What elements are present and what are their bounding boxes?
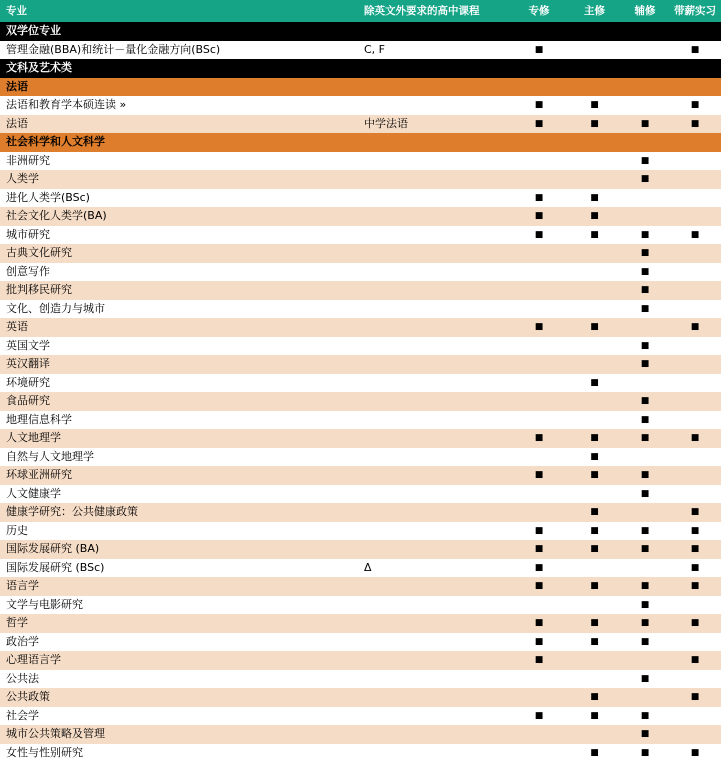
program-requirement bbox=[358, 300, 510, 319]
mark-minor: ■ bbox=[621, 115, 669, 134]
mark-specialization bbox=[510, 281, 568, 300]
mark-minor: ■ bbox=[621, 744, 669, 763]
program-name: 法语和教育学本硕连读 » bbox=[0, 96, 358, 115]
section-header bbox=[0, 133, 721, 152]
table-row bbox=[0, 540, 721, 559]
program-name: 女性与性别研究 bbox=[0, 744, 358, 763]
program-requirement: 中学法语 bbox=[358, 115, 510, 134]
table-row bbox=[0, 96, 721, 115]
table-row bbox=[0, 281, 721, 300]
mark-coop bbox=[669, 189, 721, 208]
mark-minor bbox=[621, 503, 669, 522]
table-row bbox=[0, 429, 721, 448]
mark-specialization: ■ bbox=[510, 707, 568, 726]
mark-minor: ■ bbox=[621, 540, 669, 559]
program-name: 国际发展研究 (BA) bbox=[0, 540, 358, 559]
mark-major bbox=[568, 152, 621, 171]
mark-minor: ■ bbox=[621, 577, 669, 596]
table-row bbox=[0, 207, 721, 226]
mark-major: ■ bbox=[568, 448, 621, 467]
section-header bbox=[0, 59, 721, 78]
header-specialization: 专修 bbox=[510, 0, 568, 22]
program-requirement bbox=[358, 596, 510, 615]
mark-specialization: ■ bbox=[510, 577, 568, 596]
program-requirement bbox=[358, 522, 510, 541]
program-requirement bbox=[358, 614, 510, 633]
table-row bbox=[0, 596, 721, 615]
mark-specialization bbox=[510, 244, 568, 263]
mark-coop: ■ bbox=[669, 540, 721, 559]
table-row bbox=[0, 651, 721, 670]
mark-major: ■ bbox=[568, 577, 621, 596]
program-name: 语言学 bbox=[0, 577, 358, 596]
program-name: 批判移民研究 bbox=[0, 281, 358, 300]
header-program: 专业 bbox=[0, 0, 358, 22]
mark-minor: ■ bbox=[621, 596, 669, 615]
program-name: 城市研究 bbox=[0, 226, 358, 245]
mark-coop bbox=[669, 670, 721, 689]
table-row bbox=[0, 466, 721, 485]
mark-minor: ■ bbox=[621, 633, 669, 652]
mark-specialization: ■ bbox=[510, 633, 568, 652]
mark-minor bbox=[621, 688, 669, 707]
mark-minor bbox=[621, 318, 669, 337]
mark-coop: ■ bbox=[669, 522, 721, 541]
mark-coop: ■ bbox=[669, 115, 721, 134]
table-row bbox=[0, 152, 721, 171]
mark-minor: ■ bbox=[621, 725, 669, 744]
mark-specialization bbox=[510, 725, 568, 744]
mark-minor: ■ bbox=[621, 355, 669, 374]
mark-coop bbox=[669, 281, 721, 300]
mark-coop bbox=[669, 411, 721, 430]
mark-coop bbox=[669, 392, 721, 411]
mark-major bbox=[568, 485, 621, 504]
mark-specialization bbox=[510, 744, 568, 763]
mark-specialization bbox=[510, 596, 568, 615]
table-row bbox=[0, 300, 721, 319]
mark-specialization: ■ bbox=[510, 540, 568, 559]
mark-minor: ■ bbox=[621, 170, 669, 189]
mark-minor: ■ bbox=[621, 263, 669, 282]
mark-major: ■ bbox=[568, 189, 621, 208]
table-row bbox=[0, 577, 721, 596]
mark-major: ■ bbox=[568, 115, 621, 134]
program-requirement bbox=[358, 244, 510, 263]
mark-coop bbox=[669, 170, 721, 189]
mark-minor: ■ bbox=[621, 392, 669, 411]
program-requirement: Δ bbox=[358, 559, 510, 578]
mark-minor: ■ bbox=[621, 670, 669, 689]
program-name: 文学与电影研究 bbox=[0, 596, 358, 615]
mark-minor: ■ bbox=[621, 522, 669, 541]
mark-specialization bbox=[510, 485, 568, 504]
mark-coop bbox=[669, 300, 721, 319]
table-row bbox=[0, 522, 721, 541]
table-row bbox=[0, 392, 721, 411]
mark-minor: ■ bbox=[621, 300, 669, 319]
table-body bbox=[0, 22, 721, 762]
program-requirement bbox=[358, 448, 510, 467]
section-title: 法语 bbox=[0, 78, 721, 97]
mark-specialization: ■ bbox=[510, 41, 568, 60]
mark-major bbox=[568, 300, 621, 319]
program-name: 健康学研究：公共健康政策 bbox=[0, 503, 358, 522]
table-row bbox=[0, 189, 721, 208]
program-name: 环境研究 bbox=[0, 374, 358, 393]
table-row bbox=[0, 244, 721, 263]
program-requirement bbox=[358, 355, 510, 374]
program-requirement bbox=[358, 744, 510, 763]
section-title: 双学位专业 bbox=[0, 22, 721, 41]
mark-specialization bbox=[510, 170, 568, 189]
program-name: 心理语言学 bbox=[0, 651, 358, 670]
program-name: 创意写作 bbox=[0, 263, 358, 282]
program-name: 社会文化人类学(BA) bbox=[0, 207, 358, 226]
table-row bbox=[0, 744, 721, 763]
mark-specialization bbox=[510, 355, 568, 374]
section-header bbox=[0, 22, 721, 41]
mark-coop bbox=[669, 448, 721, 467]
program-name: 公共法 bbox=[0, 670, 358, 689]
mark-major bbox=[568, 281, 621, 300]
program-name: 非洲研究 bbox=[0, 152, 358, 171]
mark-major bbox=[568, 170, 621, 189]
table-row bbox=[0, 633, 721, 652]
table-row bbox=[0, 41, 721, 60]
program-name: 国际发展研究 (BSc) bbox=[0, 559, 358, 578]
mark-major bbox=[568, 337, 621, 356]
table-row bbox=[0, 559, 721, 578]
mark-major bbox=[568, 725, 621, 744]
table-row bbox=[0, 411, 721, 430]
program-requirement bbox=[358, 318, 510, 337]
mark-specialization: ■ bbox=[510, 522, 568, 541]
table-row bbox=[0, 355, 721, 374]
table-row bbox=[0, 503, 721, 522]
mark-coop: ■ bbox=[669, 318, 721, 337]
mark-major bbox=[568, 392, 621, 411]
program-requirement bbox=[358, 263, 510, 282]
header-requirements: 除英文外要求的高中课程 bbox=[358, 0, 510, 22]
mark-major: ■ bbox=[568, 374, 621, 393]
mark-minor: ■ bbox=[621, 244, 669, 263]
program-requirement bbox=[358, 207, 510, 226]
mark-major: ■ bbox=[568, 429, 621, 448]
mark-coop: ■ bbox=[669, 429, 721, 448]
header-major: 主修 bbox=[568, 0, 621, 22]
program-name: 地理信息科学 bbox=[0, 411, 358, 430]
program-name: 公共政策 bbox=[0, 688, 358, 707]
mark-coop bbox=[669, 207, 721, 226]
mark-specialization bbox=[510, 503, 568, 522]
mark-coop bbox=[669, 263, 721, 282]
mark-coop bbox=[669, 596, 721, 615]
mark-major: ■ bbox=[568, 207, 621, 226]
program-requirement bbox=[358, 96, 510, 115]
program-name: 英汉翻译 bbox=[0, 355, 358, 374]
program-requirement bbox=[358, 688, 510, 707]
mark-coop: ■ bbox=[669, 41, 721, 60]
program-requirement bbox=[358, 281, 510, 300]
table-row bbox=[0, 707, 721, 726]
mark-specialization: ■ bbox=[510, 466, 568, 485]
mark-coop bbox=[669, 707, 721, 726]
mark-specialization: ■ bbox=[510, 318, 568, 337]
program-requirement bbox=[358, 226, 510, 245]
program-requirement: C, F bbox=[358, 41, 510, 60]
header-coop: 带薪实习 bbox=[669, 0, 721, 22]
header-minor: 辅修 bbox=[621, 0, 669, 22]
program-name: 政治学 bbox=[0, 633, 358, 652]
mark-coop: ■ bbox=[669, 744, 721, 763]
table-row bbox=[0, 688, 721, 707]
mark-specialization: ■ bbox=[510, 96, 568, 115]
mark-minor bbox=[621, 559, 669, 578]
table-row bbox=[0, 263, 721, 282]
program-name: 管理金融(BBA)和统计－量化金融方向(BSc) bbox=[0, 41, 358, 60]
table-header-row bbox=[0, 0, 721, 22]
mark-minor: ■ bbox=[621, 707, 669, 726]
program-name: 哲学 bbox=[0, 614, 358, 633]
mark-coop: ■ bbox=[669, 688, 721, 707]
mark-minor: ■ bbox=[621, 281, 669, 300]
mark-specialization bbox=[510, 688, 568, 707]
mark-minor bbox=[621, 41, 669, 60]
mark-specialization bbox=[510, 337, 568, 356]
mark-coop: ■ bbox=[669, 503, 721, 522]
mark-major bbox=[568, 41, 621, 60]
mark-minor: ■ bbox=[621, 485, 669, 504]
mark-coop: ■ bbox=[669, 96, 721, 115]
mark-specialization: ■ bbox=[510, 651, 568, 670]
mark-major bbox=[568, 651, 621, 670]
table-row bbox=[0, 170, 721, 189]
program-name: 英语 bbox=[0, 318, 358, 337]
mark-major: ■ bbox=[568, 226, 621, 245]
program-name: 进化人类学(BSc) bbox=[0, 189, 358, 208]
mark-specialization bbox=[510, 152, 568, 171]
program-name: 人文健康学 bbox=[0, 485, 358, 504]
mark-coop bbox=[669, 337, 721, 356]
table-row bbox=[0, 374, 721, 393]
table-row bbox=[0, 725, 721, 744]
program-requirement bbox=[358, 725, 510, 744]
mark-specialization: ■ bbox=[510, 207, 568, 226]
mark-minor bbox=[621, 207, 669, 226]
mark-specialization: ■ bbox=[510, 559, 568, 578]
mark-major bbox=[568, 244, 621, 263]
mark-major bbox=[568, 355, 621, 374]
mark-major: ■ bbox=[568, 503, 621, 522]
mark-specialization bbox=[510, 411, 568, 430]
program-requirement bbox=[358, 170, 510, 189]
program-requirement bbox=[358, 337, 510, 356]
mark-minor bbox=[621, 189, 669, 208]
mark-specialization: ■ bbox=[510, 429, 568, 448]
mark-major: ■ bbox=[568, 614, 621, 633]
section-title: 文科及艺术类 bbox=[0, 59, 721, 78]
program-requirement bbox=[358, 392, 510, 411]
mark-major bbox=[568, 596, 621, 615]
mark-coop: ■ bbox=[669, 651, 721, 670]
mark-coop: ■ bbox=[669, 226, 721, 245]
program-name: 古典文化研究 bbox=[0, 244, 358, 263]
program-name: 社会学 bbox=[0, 707, 358, 726]
mark-minor: ■ bbox=[621, 337, 669, 356]
mark-coop bbox=[669, 152, 721, 171]
mark-specialization bbox=[510, 392, 568, 411]
mark-specialization bbox=[510, 670, 568, 689]
mark-coop bbox=[669, 466, 721, 485]
mark-coop: ■ bbox=[669, 559, 721, 578]
table-row bbox=[0, 337, 721, 356]
program-requirement bbox=[358, 466, 510, 485]
section-header bbox=[0, 78, 721, 97]
mark-major: ■ bbox=[568, 540, 621, 559]
mark-major: ■ bbox=[568, 96, 621, 115]
program-requirement bbox=[358, 503, 510, 522]
table-row bbox=[0, 115, 721, 134]
program-name: 英国文学 bbox=[0, 337, 358, 356]
program-requirement bbox=[358, 707, 510, 726]
mark-major: ■ bbox=[568, 707, 621, 726]
mark-coop: ■ bbox=[669, 577, 721, 596]
program-name: 文化、创造力与城市 bbox=[0, 300, 358, 319]
program-name: 环球亚洲研究 bbox=[0, 466, 358, 485]
program-name: 人类学 bbox=[0, 170, 358, 189]
program-name: 自然与人文地理学 bbox=[0, 448, 358, 467]
program-requirement bbox=[358, 189, 510, 208]
mark-major bbox=[568, 670, 621, 689]
mark-coop bbox=[669, 374, 721, 393]
program-requirement bbox=[358, 651, 510, 670]
mark-specialization bbox=[510, 300, 568, 319]
mark-minor: ■ bbox=[621, 226, 669, 245]
mark-major: ■ bbox=[568, 744, 621, 763]
program-requirement bbox=[358, 429, 510, 448]
mark-coop: ■ bbox=[669, 614, 721, 633]
mark-major: ■ bbox=[568, 633, 621, 652]
program-requirement bbox=[358, 152, 510, 171]
program-requirement bbox=[358, 577, 510, 596]
mark-major bbox=[568, 263, 621, 282]
table-row bbox=[0, 485, 721, 504]
program-name: 食品研究 bbox=[0, 392, 358, 411]
mark-coop bbox=[669, 633, 721, 652]
program-name: 历史 bbox=[0, 522, 358, 541]
table-row bbox=[0, 318, 721, 337]
mark-minor bbox=[621, 448, 669, 467]
program-name: 法语 bbox=[0, 115, 358, 134]
table-row bbox=[0, 614, 721, 633]
mark-minor: ■ bbox=[621, 411, 669, 430]
program-requirement bbox=[358, 540, 510, 559]
mark-major: ■ bbox=[568, 318, 621, 337]
program-requirement bbox=[358, 411, 510, 430]
section-title: 社会科学和人文科学 bbox=[0, 133, 721, 152]
mark-coop bbox=[669, 485, 721, 504]
program-requirement bbox=[358, 485, 510, 504]
program-requirement bbox=[358, 670, 510, 689]
program-name: 城市公共策略及管理 bbox=[0, 725, 358, 744]
program-requirement bbox=[358, 374, 510, 393]
table-row bbox=[0, 448, 721, 467]
table-row bbox=[0, 670, 721, 689]
mark-coop bbox=[669, 244, 721, 263]
mark-major: ■ bbox=[568, 466, 621, 485]
mark-major: ■ bbox=[568, 522, 621, 541]
mark-specialization bbox=[510, 448, 568, 467]
mark-specialization bbox=[510, 263, 568, 282]
mark-specialization bbox=[510, 374, 568, 393]
program-name: 人文地理学 bbox=[0, 429, 358, 448]
mark-coop bbox=[669, 725, 721, 744]
mark-minor bbox=[621, 374, 669, 393]
table-row bbox=[0, 226, 721, 245]
mark-major: ■ bbox=[568, 688, 621, 707]
mark-minor: ■ bbox=[621, 152, 669, 171]
mark-major bbox=[568, 411, 621, 430]
program-requirement bbox=[358, 633, 510, 652]
mark-specialization: ■ bbox=[510, 189, 568, 208]
mark-specialization: ■ bbox=[510, 115, 568, 134]
mark-specialization: ■ bbox=[510, 614, 568, 633]
mark-minor: ■ bbox=[621, 429, 669, 448]
mark-minor bbox=[621, 651, 669, 670]
mark-minor bbox=[621, 96, 669, 115]
mark-coop bbox=[669, 355, 721, 374]
mark-specialization: ■ bbox=[510, 226, 568, 245]
mark-major bbox=[568, 559, 621, 578]
mark-minor: ■ bbox=[621, 466, 669, 485]
mark-minor: ■ bbox=[621, 614, 669, 633]
